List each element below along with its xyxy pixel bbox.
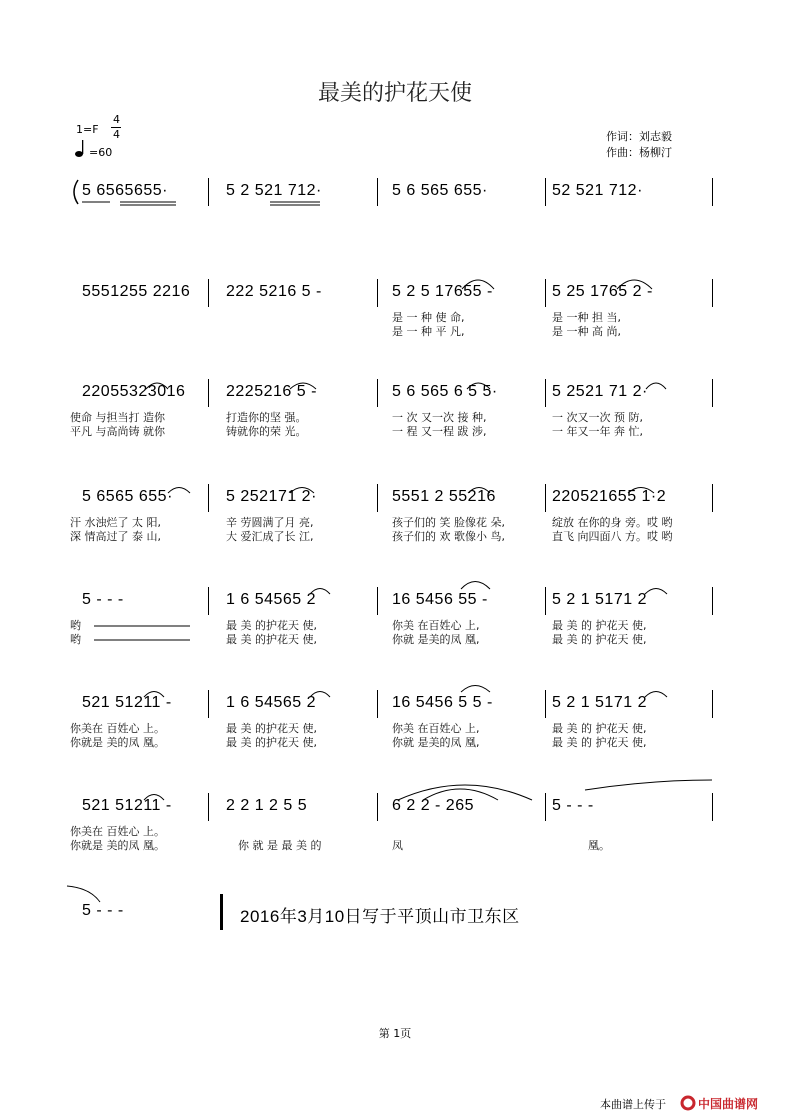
lyric-line-1: 是 一种 担 当, xyxy=(552,311,621,324)
lyric-line-2: 一 年又一年 奔 忙, xyxy=(552,425,643,438)
lyric-line-2: 大 爱汇成了长 江, xyxy=(226,530,314,543)
lyric-line-2: 孩子们的 欢 歌像小 鸟, xyxy=(392,530,505,543)
lyric-line-2: 是 一种 高 尚, xyxy=(552,325,621,338)
lyric-line-2: 深 情高过了 泰 山, xyxy=(70,530,161,543)
measure-notes: 5 2 1 5171 2 xyxy=(552,591,647,608)
lyric-line-2: 是 一 种 平 凡, xyxy=(392,325,465,338)
measure-notes: 5 252171 2· xyxy=(226,488,317,505)
lyric-line-2: 凰。 xyxy=(588,839,610,852)
time-signature-bottom: 4 xyxy=(113,128,120,141)
measure-notes: 16 5456 55 - xyxy=(392,591,488,608)
lyric-line-1: 你美在 百姓心 上。 xyxy=(70,825,165,838)
lyric-line-1: 一 次 又一次 接 种, xyxy=(392,411,487,424)
tempo-mark: =60 xyxy=(89,146,113,159)
lyric-line-2: 哟 xyxy=(70,633,81,646)
measure-notes: 5551 2 55216 xyxy=(392,488,496,505)
measure-notes: 2 2 1 2 5 5 xyxy=(226,797,308,814)
lyric-line-2: 最 美 的护花天 使, xyxy=(226,633,317,646)
lyric-line-2: 一 程 又一程 跋 涉, xyxy=(392,425,487,438)
lyric-line-1: 最 美 的 护花天 使, xyxy=(552,722,647,735)
measure-notes: 222 5216 5 - xyxy=(226,283,322,300)
lyric-line-1: 你美 在百姓心 上, xyxy=(392,722,480,735)
date-note: 2016年3月10日写于平顶山市卫东区 xyxy=(240,907,520,926)
lyric-line-1: 你美 在百姓心 上, xyxy=(392,619,480,632)
lyric-line-2: 你就 是美的凤 凰, xyxy=(392,736,480,749)
measure-notes: 16 5456 5 5 - xyxy=(392,694,493,711)
lyric-line-1: 绽放 在你的身 旁。哎 哟 xyxy=(552,516,673,529)
lyric-line-2: 你就是 美的凤 凰。 xyxy=(70,839,165,852)
measure-notes: 2225216 5 - xyxy=(226,383,317,400)
key-signature: 1=F xyxy=(76,123,99,136)
measure-notes: 5 2 521 712· xyxy=(226,182,322,199)
measure-notes: 5 6565655· xyxy=(82,182,168,199)
lyricist-credit: 作词：刘志毅 xyxy=(606,130,672,143)
measure-notes: 1 6 54565 2 xyxy=(226,694,317,711)
measure-notes: 521 51211 - xyxy=(82,797,172,814)
measure-notes: 5 2 1 5171 2 xyxy=(552,694,647,711)
site-logo-icon xyxy=(680,1095,696,1111)
measure-notes: 5 6565 655· xyxy=(82,488,173,505)
time-signature-top: 4 xyxy=(113,113,120,126)
measure-notes: 6 2 2 - 265 xyxy=(392,797,474,814)
measure-notes: 5 6 565 6 5 5· xyxy=(392,383,498,400)
lyric-line-1: 使命 与担当打 造你 xyxy=(70,411,165,424)
measure-notes: 5 - - - xyxy=(82,591,124,608)
lyric-line-2: 最 美 的 护花天 使, xyxy=(552,633,647,646)
lyric-line-1: 辛 劳圆满了月 亮, xyxy=(226,516,314,529)
lyric-line-1: 打造你的坚 强。 xyxy=(226,411,307,424)
measure-notes: 5 6 565 655· xyxy=(392,182,488,199)
measure-notes: 52 521 712· xyxy=(552,182,643,199)
lyric-line-2: 最 美 的护花天 使, xyxy=(226,736,317,749)
measure-notes: 5 - - - xyxy=(552,797,594,814)
upload-note: 本曲谱上传于 xyxy=(600,1098,666,1111)
lyric-line-1: 孩子们的 笑 脸像花 朵, xyxy=(392,516,505,529)
composer-credit: 作曲：杨柳汀 xyxy=(606,146,672,159)
lyric-line-1: 最 美 的护花天 使, xyxy=(226,619,317,632)
lyric-line-2: 铸就你的荣 光。 xyxy=(226,425,307,438)
measure-notes: 5551255 2216 xyxy=(82,283,191,300)
measure-notes: 22055323016 xyxy=(82,383,186,400)
site-name: 中国曲谱网 xyxy=(698,1097,759,1111)
lyric-line-1: 是 一 种 使 命, xyxy=(392,311,465,324)
measure-notes: 5 2 5 17655 - xyxy=(392,283,493,300)
lyric-line-1: 一 次又一次 预 防, xyxy=(552,411,643,424)
lyric-line-2: 直飞 向四面八 方。哎 哟 xyxy=(552,530,673,543)
measure-notes: 5 25 1765 2 - xyxy=(552,283,653,300)
lyric-line-1: 最 美 的护花天 使, xyxy=(226,722,317,735)
measure-notes: 220521655 1·2 xyxy=(552,488,667,505)
measure-notes: 1 6 54565 2 xyxy=(226,591,317,608)
lyric-line-2: 平凡 与高尚铸 就你 xyxy=(70,425,165,438)
lyric-line-1: 哟 xyxy=(70,619,81,632)
page-title: 最美的护花天使 xyxy=(317,81,472,106)
measure-notes: 5 - - - xyxy=(82,902,124,919)
lyric-line-2: 凤 xyxy=(392,839,403,852)
lyric-line-2: 你 就 是 最 美 的 xyxy=(238,839,322,852)
lyric-line-2: 最 美 的 护花天 使, xyxy=(552,736,647,749)
page-number: 第 1页 xyxy=(378,1027,412,1040)
lyric-line-2: 你就 是美的凤 凰, xyxy=(392,633,480,646)
measure-notes: 5 2521 71 2· xyxy=(552,383,648,400)
lyric-line-1: 你美在 百姓心 上。 xyxy=(70,722,165,735)
measure-notes: 521 51211 - xyxy=(82,694,172,711)
lyric-line-1: 汗 水浊烂了 太 阳, xyxy=(70,516,161,529)
lyric-line-1: 最 美 的 护花天 使, xyxy=(552,619,647,632)
lyric-line-2: 你就是 美的凤 凰。 xyxy=(70,736,165,749)
